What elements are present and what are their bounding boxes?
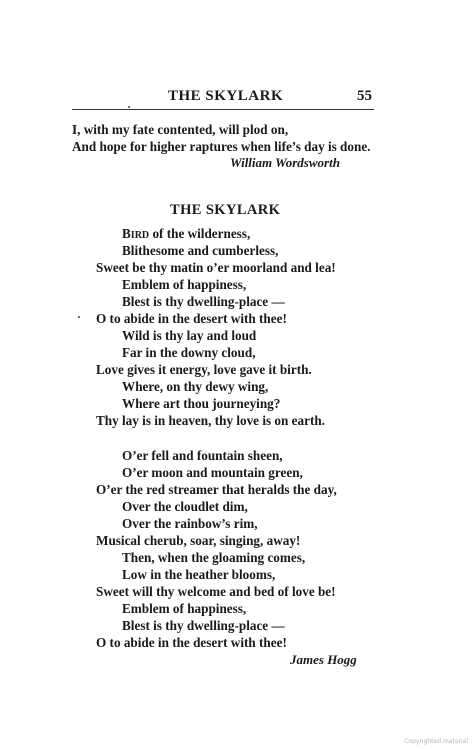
copyright-watermark: Copyrighted material — [404, 738, 468, 745]
previous-poem-author: William Wordsworth — [230, 155, 340, 170]
poem-line: Sweet will thy welcome and bed of love be! — [96, 584, 336, 599]
poem-line: O’er fell and fountain sheen, — [122, 448, 283, 463]
poem-line: Blithesome and cumberless, — [122, 243, 279, 258]
poem-line: Where, on thy dewy wing, — [122, 379, 269, 394]
running-title: THE SKYLARK — [168, 88, 284, 104]
page-number: 55 — [357, 88, 372, 104]
poem-line: Emblem of happiness, — [122, 601, 247, 616]
poem-title: THE SKYLARK — [170, 202, 281, 218]
poem-line: Where art thou journeying? — [122, 396, 281, 411]
poem-line: Low in the heather blooms, — [122, 567, 276, 582]
poem-line: Over the rainbow’s rim, — [122, 516, 258, 531]
running-head — [72, 88, 372, 108]
poem-author: James Hogg — [290, 652, 357, 667]
poem-line: Over the cloudlet dim, — [122, 499, 248, 514]
poem-line: Far in the downy cloud, — [122, 345, 256, 360]
ink-speck — [128, 106, 130, 108]
poem-line: O’er the red streamer that heralds the day, — [96, 482, 337, 497]
poem-line: O’er moon and mountain green, — [122, 465, 303, 480]
poem-line: Then, when the gloaming comes, — [122, 550, 306, 565]
previous-poem-line: I, with my fate contented, will plod on, — [72, 122, 289, 137]
poem-line: O to abide in the desert with thee! — [96, 311, 287, 326]
poem-line: Musical cherub, soar, singing, away! — [96, 533, 301, 548]
poem-line: Wild is thy lay and loud — [122, 328, 257, 343]
poem-line: O to abide in the desert with thee! — [96, 635, 287, 650]
ink-speck — [78, 316, 80, 318]
poem-line: Blest is thy dwelling-place — — [122, 294, 285, 309]
poem-line: Love gives it energy, love gave it birth. — [96, 362, 312, 377]
poem-line: Thy lay is in heaven, thy love is on earth. — [96, 413, 325, 428]
poem-line: Sweet be thy matin o’er moorland and lea! — [96, 260, 336, 275]
previous-poem-line: And hope for higher raptures when life’s day is done. — [72, 139, 371, 154]
header-rule — [72, 109, 374, 110]
poem-line: BIRD of the wilderness, — [122, 226, 251, 241]
poem-line: Blest is thy dwelling-place — — [122, 618, 285, 633]
poem-line: Emblem of happiness, — [122, 277, 247, 292]
